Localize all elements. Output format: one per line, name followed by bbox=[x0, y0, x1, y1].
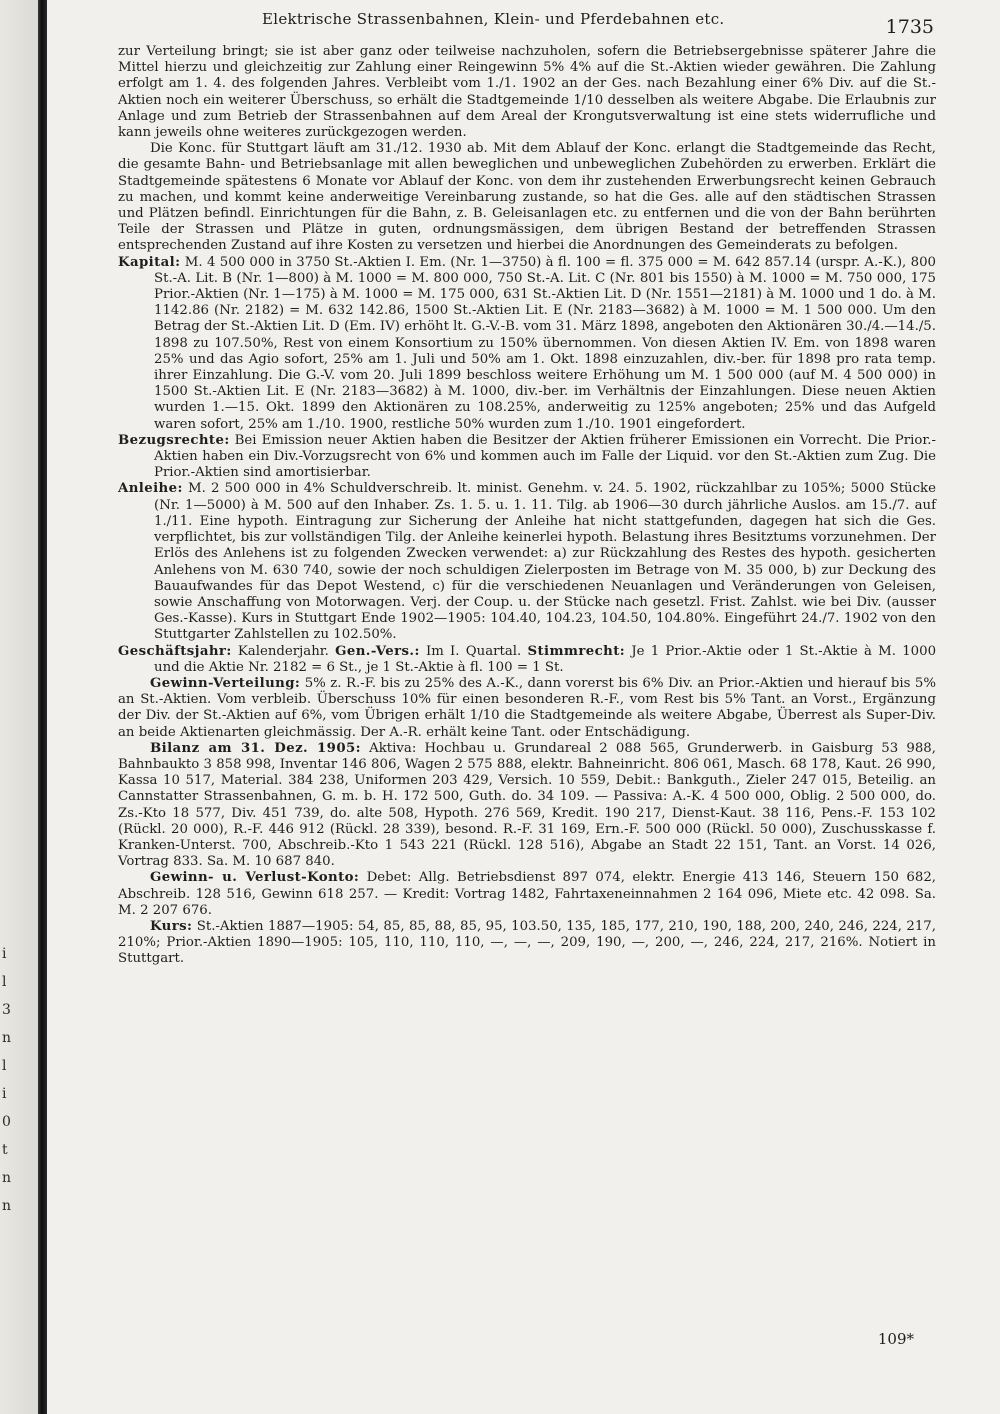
section-label: Gewinn- u. Verlust-Konto: bbox=[150, 870, 360, 886]
section-label: Bezugsrechte: bbox=[118, 432, 230, 448]
margin-letter: n bbox=[2, 1198, 12, 1214]
section-label: Stimmrecht: bbox=[527, 643, 626, 659]
adjacent-page-margin bbox=[2, 940, 18, 1220]
section-text: M. 4 500 000 in 3750 St.-Aktien I. Em. (Nr. 1—3750) à fl. 100 = fl. 375 000 = M. 642 857.14 (urspr. A.-K.), 800 St.-A. Lit. B (Nr. 1—800) à M. 1000 = M. 800 000, 750 St.-A. Lit. C (Nr. 801 bis 1550) à M. 1000 = M. 750 000, 175 Prior.-Aktien (Nr. 1—175) à M. 1000 = M. 175 000, 631 St.-Aktien Lit. D (Nr. 1551—2181) à M. 1000 und 1 do. à M. 1142.86 (Nr. 2182) = M. 632 142.86, 1500 St.-Aktien Lit. E (Nr. 2183—3682) à M. 1000 = M. 1 500 000. Um den Betrag der St.-Aktien Lit. D (Em. IV) erhöht lt. G.-V.-B. vom 31. März 1898, angeboten den Aktionären 30./4.—14./5. 1898 zu 107.50%, Rest von einem Konsortium zu 150% übernommen. Von diesen Aktien IV. Em. von 1898 waren 25% und das Agio sofort, 25% am 1. Juli und 50% am 1. Okt. 1898 einzuzahlen, div.-ber. für 1898 pro rata temp. ihrer Einzahlung. Die G.-V. vom 20. Juli 1899 beschloss weitere Erhöhung um M. 1 500 000 (auf M. 4 500 000) in 1500 St.-Aktien Lit. E (Nr. 2183—3682) à M. 1000, div.-ber. im Verhältnis der Einzahlungen. Diese neuen Aktien wurden 1.—15. Okt. 1899 den Aktionären zu 108.25%, anderweitig zu 125% angeboten; 25% und das Aufgeld waren sofort, 25% am 1./10. 1900, restliche 50% wurden zum 1./10. 1901 eingefordert. bbox=[154, 254, 936, 432]
margin-letter: n bbox=[2, 1030, 12, 1046]
section-text: Debet: Allg. Betriebsdienst 897 074, elektr. Energie 413 146, Steuern 150 682, Abschreib. 128 516, Gewinn 618 257. — Kredit: Vortrag 1482, Fahrtaxeneinnahmen 2 164 096, Miete etc. 42 098. Sa. M. 2 207 676. bbox=[118, 870, 937, 918]
section-text: 5% z. R.-F. bis zu 25% des A.-K., dann vorerst bis 6% Div. an Prior.-Aktien und hierauf bis 5% an St.-Aktien. Vom verbleib. Überschuss 10% für einen besonderen R.-F., vom Rest bis 5% Tant. an Vorst., Ergänzung der Div. der St.-Aktien auf 6%, vom Übrigen erhält 1/10 die Stadtgemeinde als weitere Abgabe, Überrest als Super-Div. an beide Aktienarten gleichmässig. Der A.-R. erhält keine Tant. oder Entschädigung. bbox=[118, 675, 936, 740]
section-gewinn-verlust bbox=[118, 870, 936, 919]
section-gewinn-verteilung bbox=[118, 676, 936, 741]
section-label: Gewinn-Verteilung: bbox=[150, 675, 301, 691]
page-header bbox=[0, 6, 1000, 38]
section-label: Kapital: bbox=[118, 254, 181, 270]
section-label: Bilanz am 31. Dez. 1905: bbox=[150, 740, 361, 756]
margin-letter: n bbox=[2, 1170, 12, 1186]
margin-letter: i bbox=[2, 1086, 7, 1102]
paragraph-dividend-continuation: zur Verteilung bringt; sie ist aber ganz oder teilweise nachzuholen, sofern die Betriebsergebnisse späterer Jahre die Mittel hierzu und gleichzeitig zur Zahlung einer Reingewinn 5% 4% auf die St.-Aktien wieder gewähren. Die Zahlung erfolgt am 1. 4. des folgenden Jahres. Verbleibt vom 1./1. 1902 an der Ges. nach Bezahlung einer 6% Div. auf die St.-Aktien noch ein weiterer Überschuss, so erhält die Stadtgemeinde 1/10 desselben als weitere Abgabe. Die Erlaubnis zur Anlage und zum Betrieb der Strassenbahnen auf dem Areal der Krongutsverwaltung ist eine stets widerrufliche und kann jeweils ohne weiteres zurückgezogen werden. bbox=[118, 44, 936, 141]
margin-letter: t bbox=[2, 1142, 8, 1158]
section-text: Kalenderjahr. bbox=[237, 643, 329, 659]
section-text: St.-Aktien 1887—1905: 54, 85, 85, 88, 85, 95, 103.50, 135, 185, 177, 210, 190, 188, 200, 240, 246, 224, 217, 210%; Prior.-Aktien 1890—1905: 105, 110, 110, 110, —, —, —, 209, 190, —, 200, —, 246, 224, 217, 216%. Notiert in Stuttgart. bbox=[118, 918, 936, 967]
printer-signature-mark: 109* bbox=[877, 1330, 914, 1348]
section-label: Kurs: bbox=[150, 918, 193, 934]
margin-letter: l bbox=[2, 974, 7, 990]
section-kapital bbox=[118, 255, 936, 433]
section-text: Aktiva: Hochbau u. Grundareal 2 088 565, Grunderwerb. in Gaisburg 53 988, Bahnbaukto 3 858 998, Inventar 146 806, Wagen 2 575 888, elektr. Bahneinricht. 806 061, Masch. 68 178, Kaut. 26 990, Kassa 10 517, Material. 384 238, Uniformen 203 429, Versich. 10 559, Debit.: Bankguth., Zieler 247 015, Beteilig. an Cannstatter Strassenbahnen, G. m. b. H. 172 500, Guth. do. 34 109. — Passiva: A.-K. 4 500 000, Oblig. 2 500 000, do. Zs.-Kto 18 577, Div. 451 739, do. alte 508, Hypoth. 276 569, Kredit. 190 217, Dienst-Kaut. 38 116, Pens.-F. 153 102 (Rückl. 20 000), R.-F. 446 912 (Rückl. 28 339), besond. R.-F. 31 169, Ern.-F. 500 000 (Rückl. 50 000), Zuschusskasse f. Kranken-Unterst. 700, Abschreib.-Kto 1 543 221 (Rückl. 128 516), Abgabe an Stadt 22 151, Tant. an Vorst. 14 026, Vortrag 833. Sa. M. 10 687 840. bbox=[118, 740, 936, 870]
page-body bbox=[118, 44, 936, 968]
section-kurs bbox=[118, 919, 936, 968]
section-bilanz bbox=[118, 741, 936, 871]
paragraph-concession: Die Konc. für Stuttgart läuft am 31./12. 1930 ab. Mit dem Ablauf der Konc. erlangt die Stadtgemeinde das Recht, die gesamte Bahn- und Betriebsanlage mit allen beweglichen und unbeweglichen Zubehörden zu erwerben. Erklärt die Stadtgemeinde spätestens 6 Monate vor Ablauf der Konc. von dem ihr zustehenden Erwerbungsrecht keinen Gebrauch zu machen, und kommt keine anderweitige Vereinbarung zustande, so hat die Ges. alle auf den städtischen Strassen und Plätzen befindl. Einrichtungen für die Bahn, z. B. Geleisanlagen etc. zu entfernen und die von der Bahn berührten Teile der Strassen und Plätze in guten, ordnungsmässigen, dem übrigen Bestand der betreffenden Strassen entsprechenden Zustand auf ihre Kosten zu versetzen und hierbei die Anordnungen des Gemeinderats zu befolgen. bbox=[118, 141, 936, 254]
section-label: Geschäftsjahr: bbox=[118, 643, 232, 659]
section-bezugsrechte bbox=[118, 433, 936, 482]
book-binding-edge bbox=[38, 0, 47, 1414]
section-label: Anleihe: bbox=[118, 481, 183, 497]
section-anleihe bbox=[118, 481, 936, 643]
margin-letter: i bbox=[2, 946, 7, 962]
section-geschaeftsjahr bbox=[118, 644, 936, 676]
section-text: Bei Emission neuer Aktien haben die Besitzer der Aktien früherer Emissionen ein Vorrecht. Die Prior.-Aktien haben ein Div.-Vorzugsrecht von 6% und kommen auch im Falle der Liquid. vor den St.-Aktien zum Zug. Die Prior.-Aktien sind amortisierbar. bbox=[154, 432, 936, 481]
page-number: 1735 bbox=[885, 16, 934, 38]
margin-letter: 0 bbox=[2, 1114, 11, 1130]
section-text: Je 1 Prior.-Aktie oder 1 St.-Aktie à M. 1000 und die Aktie Nr. 2182 = 6 St., je 1 St.-Aktie à fl. 100 = 1 St. bbox=[154, 643, 937, 675]
section-text: M. 2 500 000 in 4% Schuldverschreib. lt. minist. Genehm. v. 24. 5. 1902, rückzahlbar zu 105%; 5000 Stücke (Nr. 1—5000) à M. 500 auf den Inhaber. Zs. 1. 5. u. 1. 11. Tilg. ab 1906—30 durch jährliche Auslos. am 15./7. auf 1./11. Eine hypoth. Eintragung zur Sicherung der Anleihe hat nicht stattgefunden, dagegen hat sich die Ges. verpflichtet, bis zur vollständigen Tilg. der Anleihe keinerlei hypoth. Belastung ihres Besitztums vorzunehmen. Der Erlös des Anlehens ist zu folgenden Zwecken verwendet: a) zur Rückzahlung des Restes des hypoth. gesicherten Anlehens von M. 630 740, sowie der noch schuldigen Zielerposten im Betrage von M. 35 000, b) zur Deckung des Bauaufwandes für das Depot Westend, c) für die verschiedenen Neuanlagen und Veränderungen von Geleisen, sowie Anschaffung von Motorwagen. Verj. der Coup. u. der Stücke nach gesetzl. Frist. Zahlst. wie bei Div. (ausser Ges.-Kasse). Kurs in Stuttgart Ende 1902—1905: 104.40, 104.23, 104.50, 104.80%. Eingeführt 24./7. 1902 von den Stuttgarter Zahlstellen zu 102.50%. bbox=[154, 481, 936, 643]
section-text: Im I. Quartal. bbox=[425, 643, 522, 659]
margin-letter: l bbox=[2, 1058, 7, 1074]
running-title: Elektrische Strassenbahnen, Klein- und Pferdebahnen etc. bbox=[262, 10, 725, 28]
section-label: Gen.-Vers.: bbox=[335, 643, 420, 659]
margin-letter: 3 bbox=[2, 1002, 11, 1018]
